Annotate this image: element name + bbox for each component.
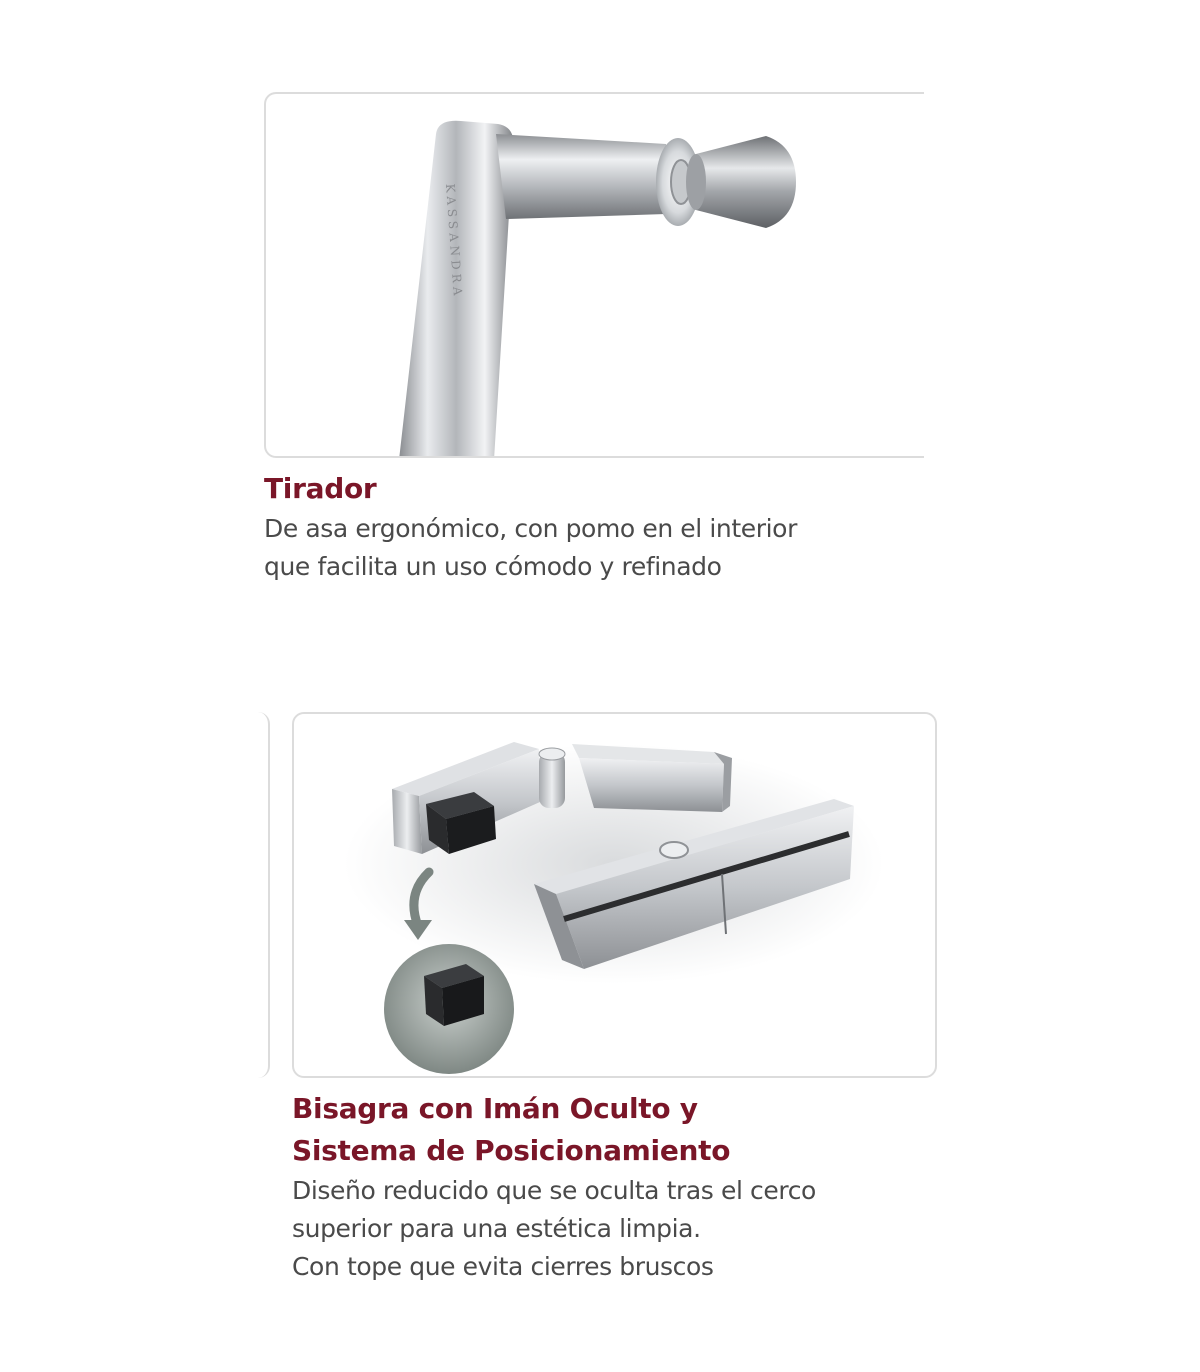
bisagra-desc-line-2: superior para una estética limpia. xyxy=(292,1214,701,1243)
tirador-title xyxy=(264,468,376,510)
kassandra-engraving: KASSANDRA xyxy=(443,183,466,300)
bisagra-desc-line-1: Diseño reducido que se oculta tras el cerco xyxy=(292,1176,816,1205)
previous-card-edge xyxy=(256,712,270,1078)
bisagra-image-card xyxy=(292,712,937,1078)
bisagra-title-line-1: Bisagra con Imán Oculto y xyxy=(292,1092,698,1125)
tirador-title-text: Tirador xyxy=(264,472,377,505)
tirador-description xyxy=(264,510,797,586)
bisagra-desc-line-3: Con tope que evita cierres bruscos xyxy=(292,1252,714,1281)
bisagra-title xyxy=(292,1088,730,1172)
hinge-illustration xyxy=(294,714,937,1078)
door-handle-illustration xyxy=(266,94,924,458)
tirador-desc-line-1: De asa ergonómico, con pomo en el interior xyxy=(264,514,797,543)
tirador-desc-line-2: que facilita un uso cómodo y refinado xyxy=(264,552,722,581)
tirador-image-card xyxy=(264,92,924,458)
bisagra-description xyxy=(292,1172,816,1286)
bisagra-title-line-2: Sistema de Posicionamiento xyxy=(292,1134,731,1167)
